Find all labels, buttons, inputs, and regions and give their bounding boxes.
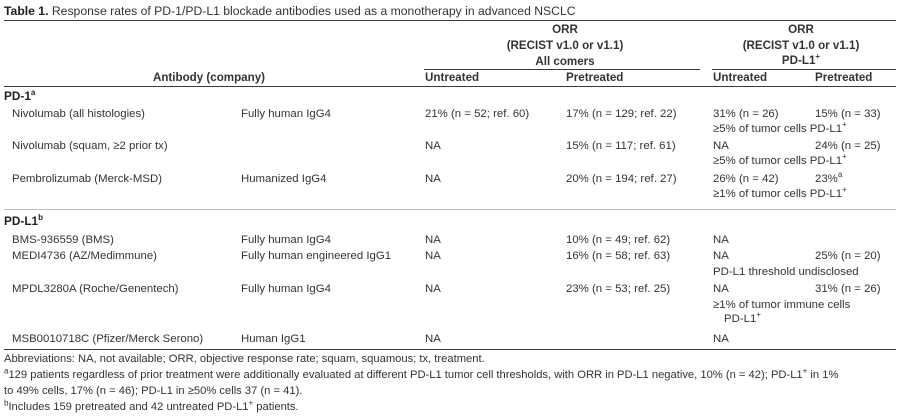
pdl1-pretreated-column-header: Pretreated bbox=[815, 71, 873, 84]
orr-all-header-line3: All comers bbox=[535, 55, 595, 68]
table-row-antibody: MPDL3280A (Roche/Genentech) bbox=[12, 283, 179, 295]
table-row-antibody: MEDI4736 (AZ/Medimmune) bbox=[12, 250, 157, 262]
pretreated-column-header: Pretreated bbox=[566, 71, 624, 84]
table-caption-text: Response rates of PD-1/PD-L1 blockade antibodies used as a monotherapy in advanced NSCLC bbox=[51, 4, 576, 18]
table-row-all-untreated: NA bbox=[425, 173, 441, 185]
table-row-type: Fully human IgG4 bbox=[241, 234, 331, 246]
table-row-pdl1-note-line2: PD-L1+ bbox=[724, 310, 761, 325]
footnote-abbreviations: Abbreviations: NA, not available; ORR, objective response rate; squam, squamous; tx, treatment. bbox=[4, 353, 485, 365]
table-row-antibody: BMS-936559 (BMS) bbox=[12, 234, 114, 246]
table-row-all-pretreated: 10% (n = 49; ref. 62) bbox=[566, 234, 671, 246]
table-row-all-untreated: NA bbox=[425, 234, 441, 246]
table-row-antibody: MSB0010718C (Pfizer/Merck Serono) bbox=[12, 333, 204, 345]
table-row-type: Humanized IgG4 bbox=[241, 173, 327, 185]
antibody-column-header: Antibody (company) bbox=[152, 71, 266, 84]
table-row-pdl1-note: PD-L1 threshold undisclosed bbox=[713, 266, 859, 278]
table-row-pdl1-pretreated: 25% (n = 20) bbox=[815, 250, 881, 262]
orr-pdl1-header-rule bbox=[712, 69, 896, 70]
table-row-all-pretreated: 16% (n = 58; ref. 63) bbox=[566, 250, 671, 262]
orr-all-header-line2: (RECIST v1.0 or v1.1) bbox=[506, 39, 624, 52]
table-row-type: Fully human engineered IgG1 bbox=[241, 250, 392, 262]
table-row-all-untreated: NA bbox=[425, 140, 441, 152]
orr-pdl1-header-line3: PD-L1+ bbox=[781, 52, 821, 67]
table-row-pdl1-pretreated: 15% (n = 33) bbox=[815, 108, 881, 120]
table-row-all-untreated: NA bbox=[425, 250, 441, 262]
table-row-type: Fully human IgG4 bbox=[241, 283, 331, 295]
table-row-pdl1-note: ≥5% of tumor cells PD-L1+ bbox=[713, 152, 847, 167]
table-row-type: Human IgG1 bbox=[241, 333, 306, 345]
table-row-pdl1-pretreated: 31% (n = 26) bbox=[815, 283, 881, 295]
top-rule bbox=[4, 20, 896, 21]
table-row-pdl1-untreated: NA bbox=[713, 234, 729, 246]
footnote-a-line2: to 49% cells, 17% (n = 46); PD-L1 in ≥50% cells 37 (n = 41). bbox=[4, 385, 303, 397]
table-row-pdl1-untreated: 31% (n = 26) bbox=[713, 108, 779, 120]
pdl1-untreated-column-header: Untreated bbox=[713, 71, 768, 84]
table-row-pdl1-untreated: 26% (n = 42) bbox=[713, 173, 779, 185]
table-row-antibody: Pembrolizumab (Merck-MSD) bbox=[12, 173, 162, 185]
table-row-all-untreated: NA bbox=[425, 333, 441, 345]
table-row-pdl1-pretreated: 23%$^a$ bbox=[815, 170, 843, 185]
section-label-pd1: PD-1$^a$ bbox=[4, 88, 36, 103]
section-divider bbox=[4, 209, 896, 210]
table-row-pdl1-untreated: NA bbox=[713, 283, 729, 295]
footnote-a: $^a$129 patients regardless of prior treatment were additionally evaluated at different PD-L1 tumor cell thresholds, with ORR in PD-L1 negative, 10% (n = 42); PD-L1+ in 1% bbox=[4, 366, 839, 381]
footnote-b: $^b$Includes 159 pretreated and 42 untreated PD-L1+ patients. bbox=[4, 398, 299, 413]
section-label-pdl1: PD-L1$^b$ bbox=[4, 213, 43, 228]
table-row-pdl1-untreated: NA bbox=[713, 140, 729, 152]
orr-all-header-line1: ORR bbox=[552, 23, 578, 36]
orr-pdl1-header-line1: ORR bbox=[788, 23, 814, 36]
table-row-pdl1-untreated: NA bbox=[713, 250, 729, 262]
table-row-all-pretreated: 20% (n = 194; ref. 27) bbox=[566, 173, 677, 185]
table-row-antibody: Nivolumab (all histologies) bbox=[12, 108, 145, 120]
table-row-pdl1-note: ≥5% of tumor cells PD-L1+ bbox=[713, 120, 847, 135]
table-caption bbox=[4, 4, 576, 18]
bottom-rule bbox=[4, 349, 896, 350]
orr-all-header-rule bbox=[424, 69, 700, 70]
table-row-pdl1-note: ≥1% of tumor immune cells bbox=[713, 299, 851, 311]
untreated-column-header: Untreated bbox=[425, 71, 480, 84]
table-row-all-pretreated: 15% (n = 117; ref. 61) bbox=[566, 140, 676, 152]
table-row-all-untreated: NA bbox=[425, 283, 441, 295]
table-row-all-pretreated: 23% (n = 53; ref. 25) bbox=[566, 283, 671, 295]
orr-pdl1-header-line2: (RECIST v1.0 or v1.1) bbox=[742, 39, 860, 52]
table-row-antibody: Nivolumab (squam, ≥2 prior tx) bbox=[12, 140, 168, 152]
table-row-pdl1-untreated: NA bbox=[713, 333, 729, 345]
table-row-all-pretreated: 17% (n = 129; ref. 22) bbox=[566, 108, 677, 120]
table-row-all-untreated: 21% (n = 52; ref. 60) bbox=[425, 108, 530, 120]
table-caption-label: Table 1. bbox=[4, 4, 49, 18]
table-row-pdl1-note: ≥1% of tumor cells PD-L1+ bbox=[713, 185, 847, 200]
table-row-pdl1-pretreated: 24% (n = 25) bbox=[815, 140, 881, 152]
table-row-type: Fully human IgG4 bbox=[241, 108, 331, 120]
header-bottom-rule bbox=[4, 86, 896, 87]
